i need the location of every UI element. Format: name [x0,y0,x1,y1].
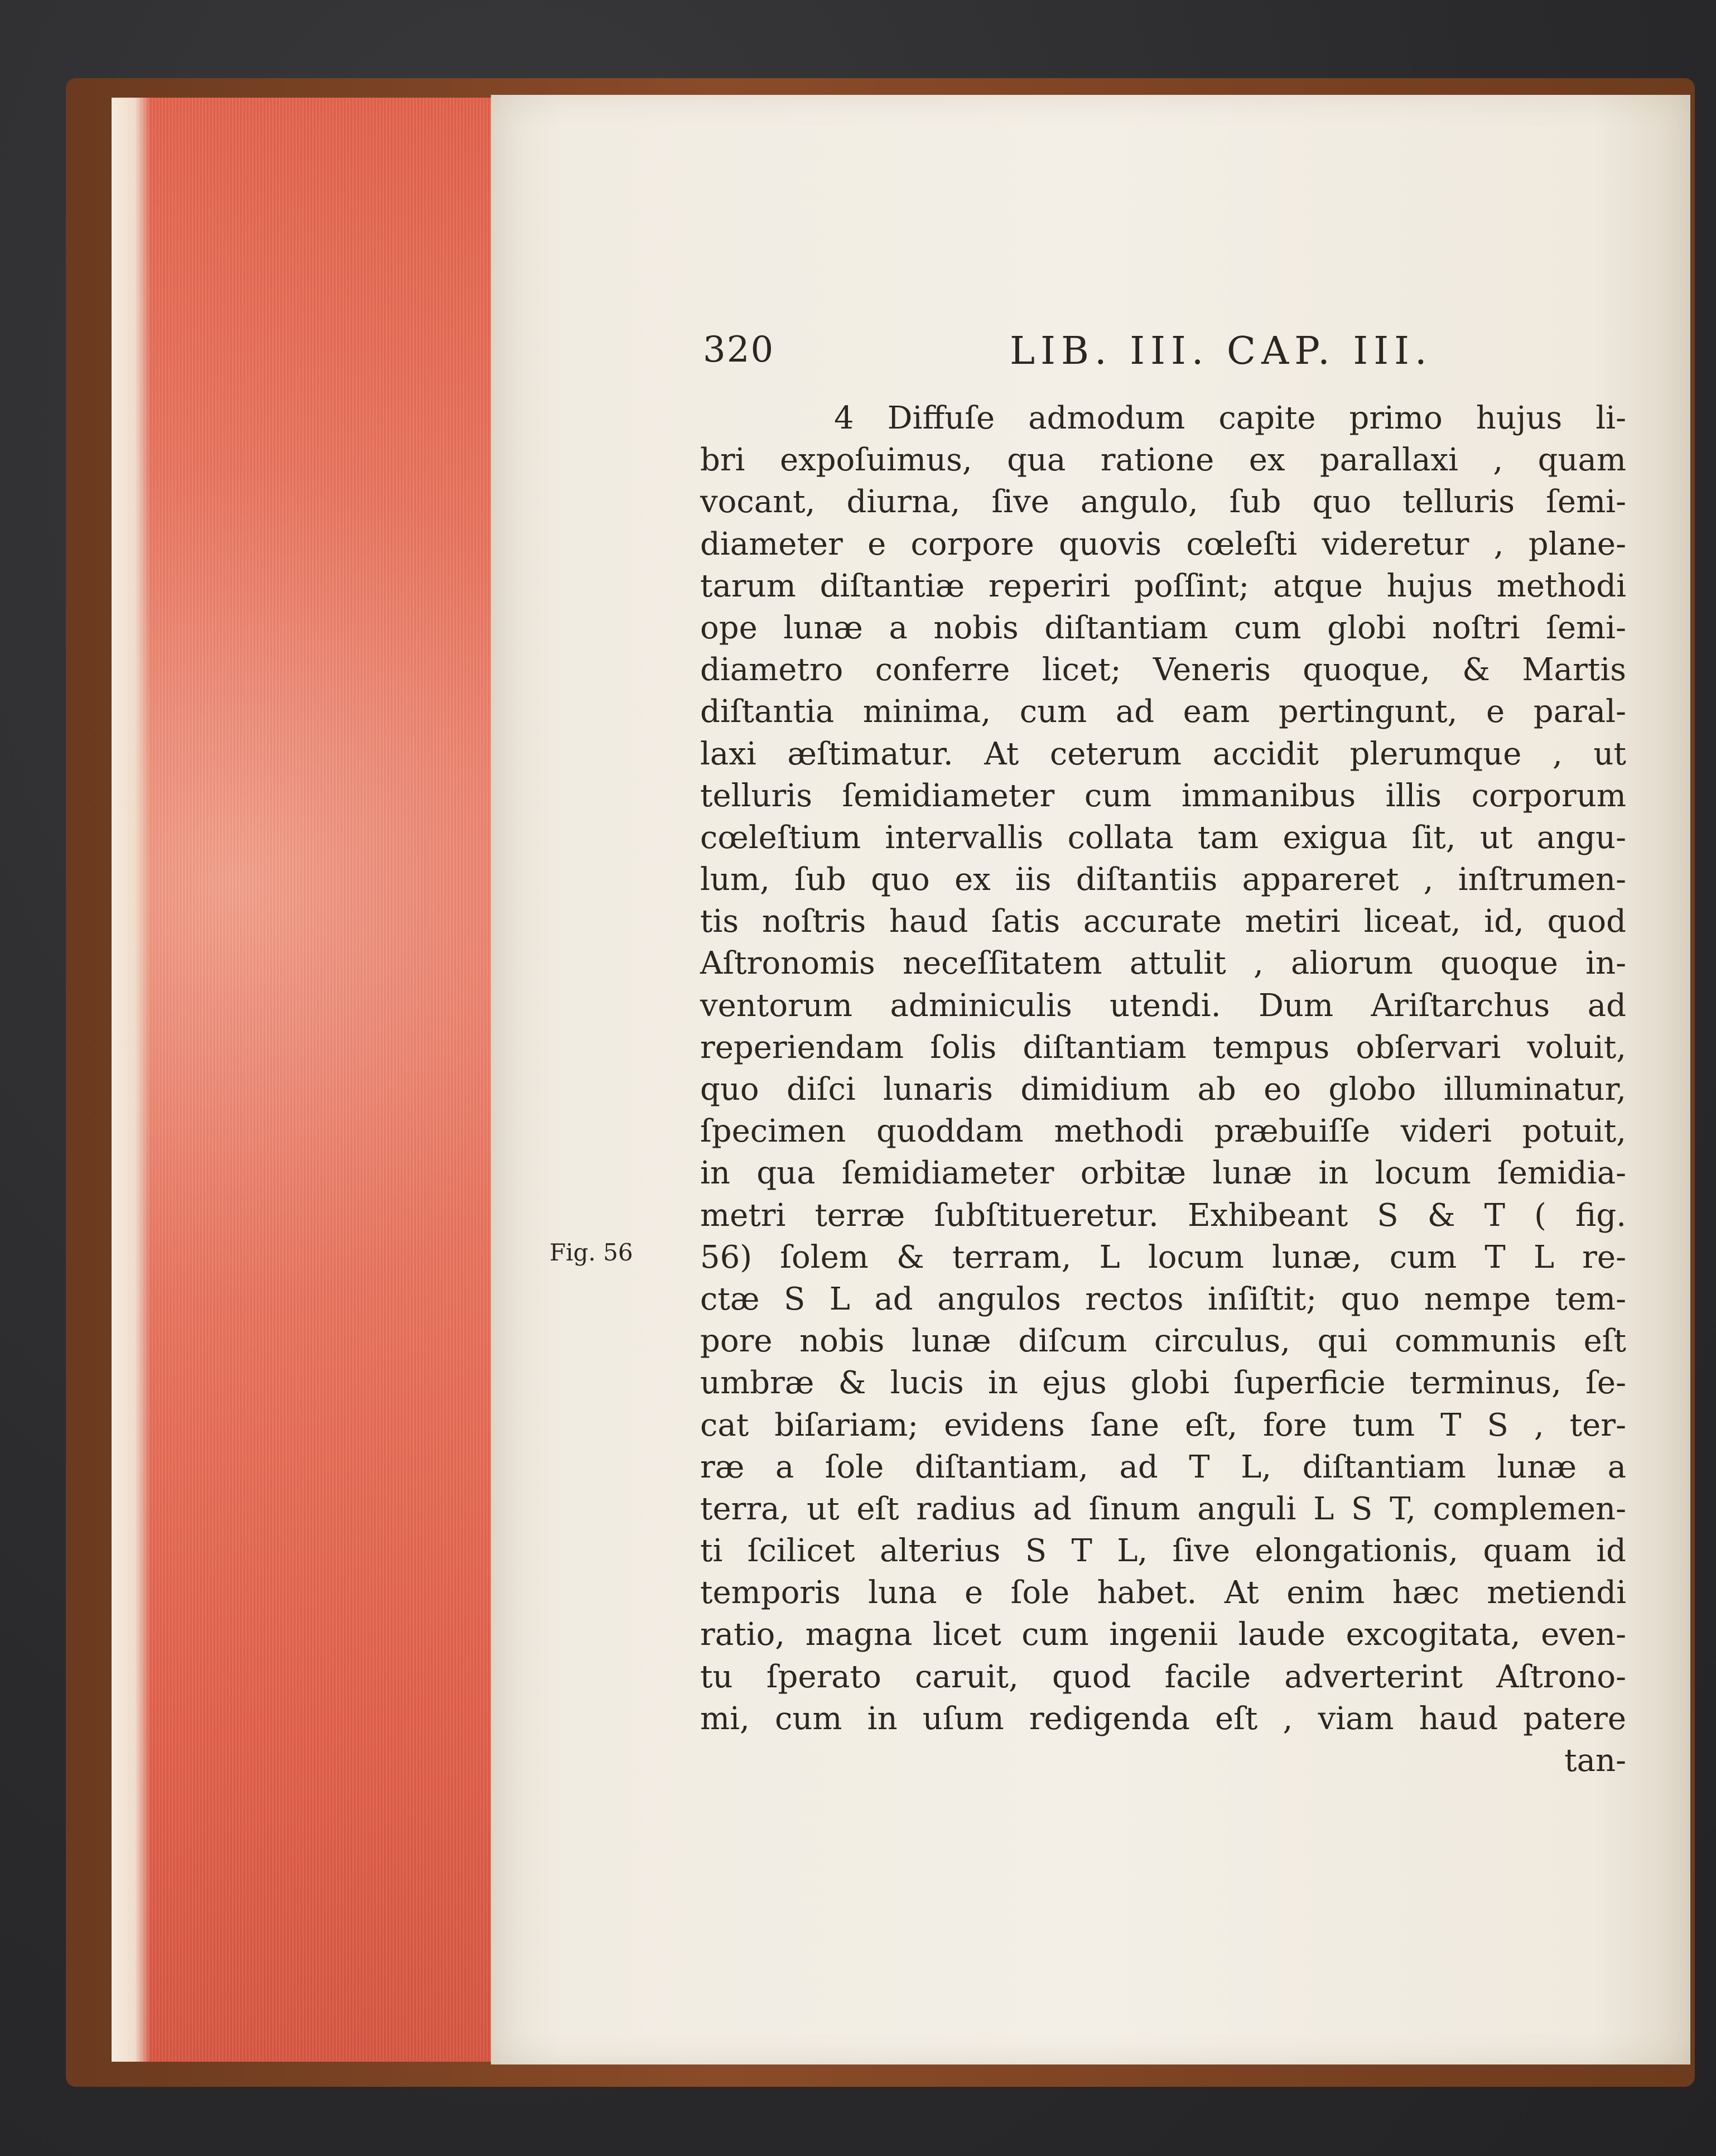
text-line: ratio, magna licet cum ingenii laude excogitata, even- [700,1616,1626,1653]
text-line: tarum diſtantiæ reperiri poſſint; atque hujus methodi [700,567,1626,604]
page-edges [112,98,501,2062]
text-line: Aſtronomis neceſſitatem attulit , aliorum quoque in- [700,945,1626,982]
text-line: reperiendam ſolis diſtantiam tempus obſervari voluit, [700,1029,1626,1066]
text-line: ræ a ſole diſtantiam, ad T L, diſtantiam lunæ a [700,1448,1626,1485]
text-line: metri terræ ſubſtitueretur. Exhibeant S & T ( fig. [700,1197,1626,1234]
text-line: laxi æſtimatur. At ceterum accidit plerumque , ut [700,735,1626,772]
text-line: ope lunæ a nobis diſtantiam cum globi noſtri ſemi- [700,609,1626,646]
text-line: bri expoſuimus, qua ratione ex parallaxi , quam [700,442,1626,479]
text-line: in qua ſemidiameter orbitæ lunæ in locum ſemidia- [700,1155,1626,1192]
catchword: tan- [1564,1743,1626,1779]
text-line: vocant, diurna, ſive angulo, ſub quo telluris ſemi- [700,484,1626,521]
text-line: diameter e corpore quovis cœleſti videretur , plane- [700,526,1626,562]
text-line: diametro conferre licet; Veneris quoque, & Martis [700,652,1626,689]
text-line: telluris ſemidiameter cum immanibus illis corporum [700,777,1626,814]
text-line: 4 Diffuſe admodum capite primo hujus li- [834,400,1626,436]
text-line: temporis luna e ſole habet. At enim hæc metiendi [700,1575,1626,1611]
text-line: lum, ſub quo ex iis diſtantiis appareret , inſtrumen- [700,862,1626,898]
text-line: ctæ S L ad angulos rectos inſiſtit; quo nempe tem- [700,1281,1626,1317]
figure-margin-note: Fig. 56 [549,1239,633,1266]
text-line: ventorum adminiculis utendi. Dum Ariſtarchus ad [700,987,1626,1024]
text-line: mi, cum in uſum redigenda eſt , viam haud patere [700,1700,1626,1737]
text-line: umbræ & lucis in ejus globi ſuperficie terminus, ſe- [700,1365,1626,1402]
body-text [700,397,1626,1782]
text-line: terra, ut eſt radius ad ſinum anguli L S T, complemen- [700,1490,1626,1527]
text-line: cat biſariam; evidens ſane eſt, fore tum T S , ter- [700,1407,1626,1443]
text-line: quo diſci lunaris dimidium ab eo globo illuminatur, [700,1071,1626,1108]
text-line: ſpecimen quoddam methodi præbuiſſe videri potuit, [700,1113,1626,1150]
text-line: diſtantia minima, cum ad eam pertingunt, e paral- [700,694,1626,730]
page-number: 320 [703,329,775,370]
page-edge-shade [112,98,151,2062]
text-line: ti ſcilicet alterius S T L, ſive elongationis, quam id [700,1533,1626,1570]
running-head [703,329,1433,379]
text-line: 56) ſolem & terram, L locum lunæ, cum T L re- [700,1239,1626,1276]
chapter-heading: LIB. III. CAP. III. [1010,329,1433,373]
text-line: tu ſperato caruit, quod facile adverterint Aſtrono- [700,1658,1626,1695]
text-line: tis noſtris haud ſatis accurate metiri liceat, id, quod [700,903,1626,940]
text-line: pore nobis lunæ diſcum circulus, qui communis eſt [700,1323,1626,1360]
text-line: cœleſtium intervallis collata tam exigua ſit, ut angu- [700,819,1626,856]
